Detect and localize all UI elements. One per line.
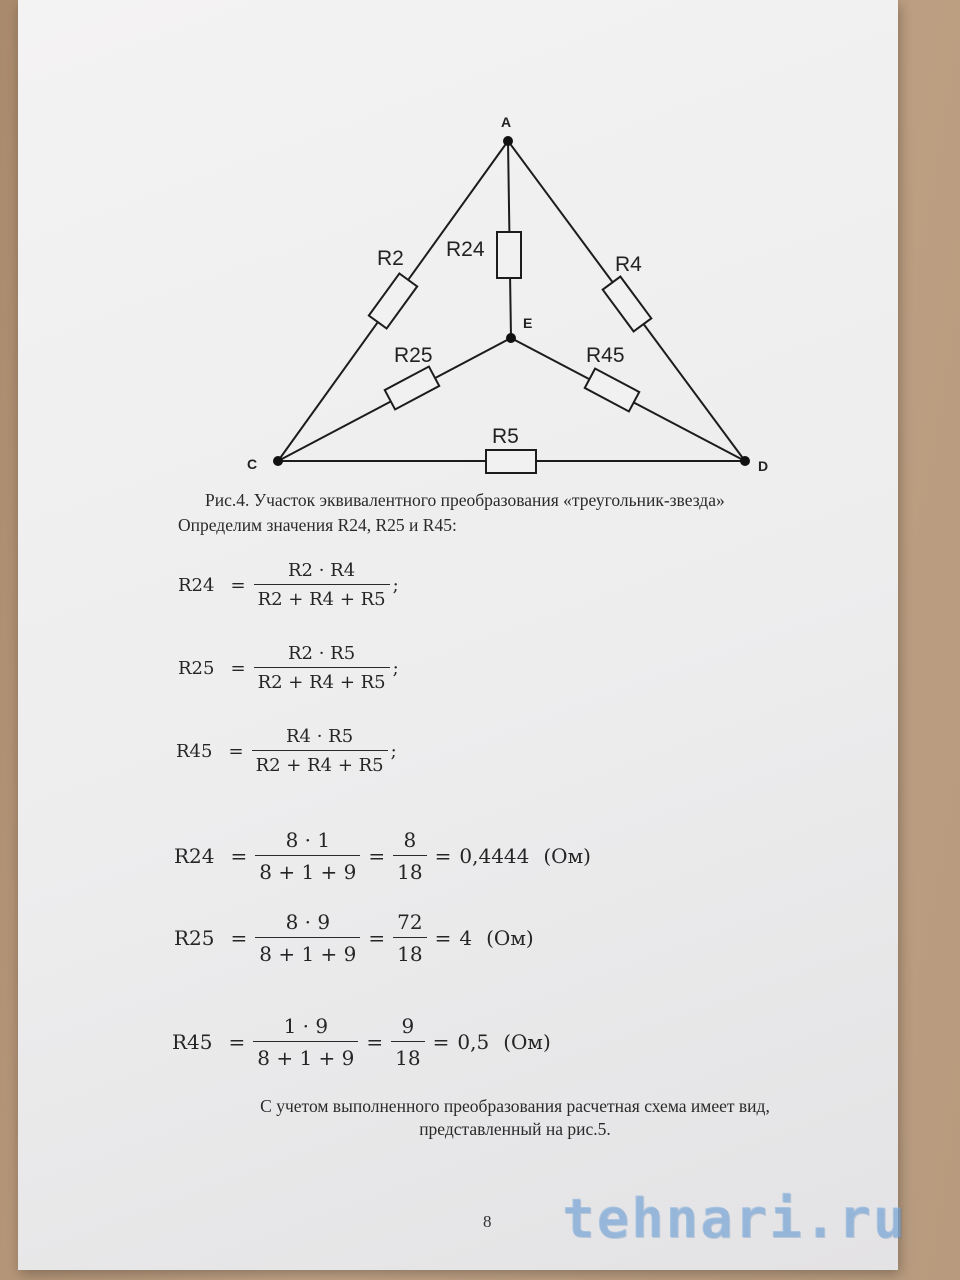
formula-lhs: R25 xyxy=(178,657,215,679)
denominator: 18 xyxy=(393,855,426,884)
node-a-dot xyxy=(503,136,513,146)
unit: (Ом) xyxy=(503,1030,551,1054)
equals-sign: = xyxy=(368,844,386,868)
numerator: 8 · 1 xyxy=(285,828,331,852)
equals-sign: = xyxy=(230,844,248,868)
fraction xyxy=(255,828,360,884)
figure-caption: Рис.4. Участок эквивалентного преобразования «треугольник-звезда» xyxy=(205,490,725,510)
formula-lhs: R45 xyxy=(176,740,213,762)
calculation-r45 xyxy=(172,1014,551,1070)
fraction xyxy=(252,726,388,776)
numerator: 9 xyxy=(401,1014,415,1038)
label-r25: R25 xyxy=(394,344,433,367)
label-r2: R2 xyxy=(377,247,404,270)
node-label-c: C xyxy=(247,456,258,472)
equals-sign: = xyxy=(228,1030,246,1054)
calculation-r25 xyxy=(174,910,534,966)
closing-line-2: представленный на рис.5. xyxy=(419,1119,611,1139)
equals-sign: = xyxy=(230,574,246,596)
formula-r45 xyxy=(176,726,397,776)
denominator: 18 xyxy=(391,1041,424,1070)
equals-sign: = xyxy=(230,926,248,950)
node-d-dot xyxy=(740,456,750,466)
resistor-r5 xyxy=(486,450,536,473)
numerator: 72 xyxy=(397,910,423,934)
calc-lhs: R25 xyxy=(174,926,215,950)
denominator: 8 + 1 + 9 xyxy=(255,937,360,966)
label-r24: R24 xyxy=(446,238,485,261)
fraction xyxy=(393,910,426,966)
numerator: 8 xyxy=(403,828,417,852)
intro-text: Определим значения R24, R25 и R45: xyxy=(178,515,457,535)
fraction xyxy=(254,643,390,693)
denominator: 18 xyxy=(393,937,426,966)
resistor-r4 xyxy=(603,277,652,332)
fraction xyxy=(391,1014,424,1070)
numerator: R2 · R5 xyxy=(288,643,356,664)
calc-lhs: R24 xyxy=(174,844,215,868)
equals-sign: = xyxy=(230,657,246,679)
resistor-r25 xyxy=(385,367,439,410)
numerator: 1 · 9 xyxy=(283,1014,329,1038)
calc-lhs: R45 xyxy=(172,1030,213,1054)
denominator: R2 + R4 + R5 xyxy=(254,667,390,693)
node-label-d: D xyxy=(758,458,769,474)
resistor-r2 xyxy=(369,273,417,328)
node-label-e: E xyxy=(523,315,533,331)
watermark-logo: tehnari.ru xyxy=(562,1187,908,1250)
unit: (Ом) xyxy=(486,926,534,950)
equals-sign: = xyxy=(434,844,452,868)
fraction xyxy=(393,828,426,884)
label-r45: R45 xyxy=(586,344,625,367)
node-e-dot xyxy=(506,333,516,343)
fraction xyxy=(255,910,360,966)
label-r5: R5 xyxy=(492,425,519,448)
numerator: R4 · R5 xyxy=(286,726,354,747)
equals-sign: = xyxy=(368,926,386,950)
denominator: 8 + 1 + 9 xyxy=(253,1041,358,1070)
semicolon: ; xyxy=(392,574,399,596)
result-value: 0,5 xyxy=(457,1030,490,1054)
node-label-a: A xyxy=(501,114,512,130)
calculation-r24 xyxy=(174,828,591,884)
denominator: R2 + R4 + R5 xyxy=(252,750,388,776)
denominator: 8 + 1 + 9 xyxy=(255,855,360,884)
page-number: 8 xyxy=(483,1212,492,1231)
formula-lhs: R24 xyxy=(178,574,215,596)
fraction xyxy=(253,1014,358,1070)
resistor-r24 xyxy=(497,232,521,278)
denominator: R2 + R4 + R5 xyxy=(254,584,390,610)
result-value: 4 xyxy=(459,926,473,950)
fraction xyxy=(254,560,390,610)
equals-sign: = xyxy=(432,1030,450,1054)
numerator: R2 · R4 xyxy=(288,560,356,581)
node-c-dot xyxy=(273,456,283,466)
numerator: 8 · 9 xyxy=(285,910,331,934)
result-value: 0,4444 xyxy=(459,844,530,868)
formula-r25 xyxy=(178,643,399,693)
equals-sign: = xyxy=(228,740,244,762)
semicolon: ; xyxy=(390,740,397,762)
label-r4: R4 xyxy=(615,253,642,276)
equals-sign: = xyxy=(366,1030,384,1054)
unit: (Ом) xyxy=(543,844,591,868)
circuit-diagram xyxy=(0,0,960,480)
resistor-r45 xyxy=(585,369,639,412)
equals-sign: = xyxy=(434,926,452,950)
semicolon: ; xyxy=(392,657,399,679)
formula-r24 xyxy=(178,560,399,610)
closing-line-1: С учетом выполненного преобразования расчетная схема имеет вид, xyxy=(260,1096,770,1116)
